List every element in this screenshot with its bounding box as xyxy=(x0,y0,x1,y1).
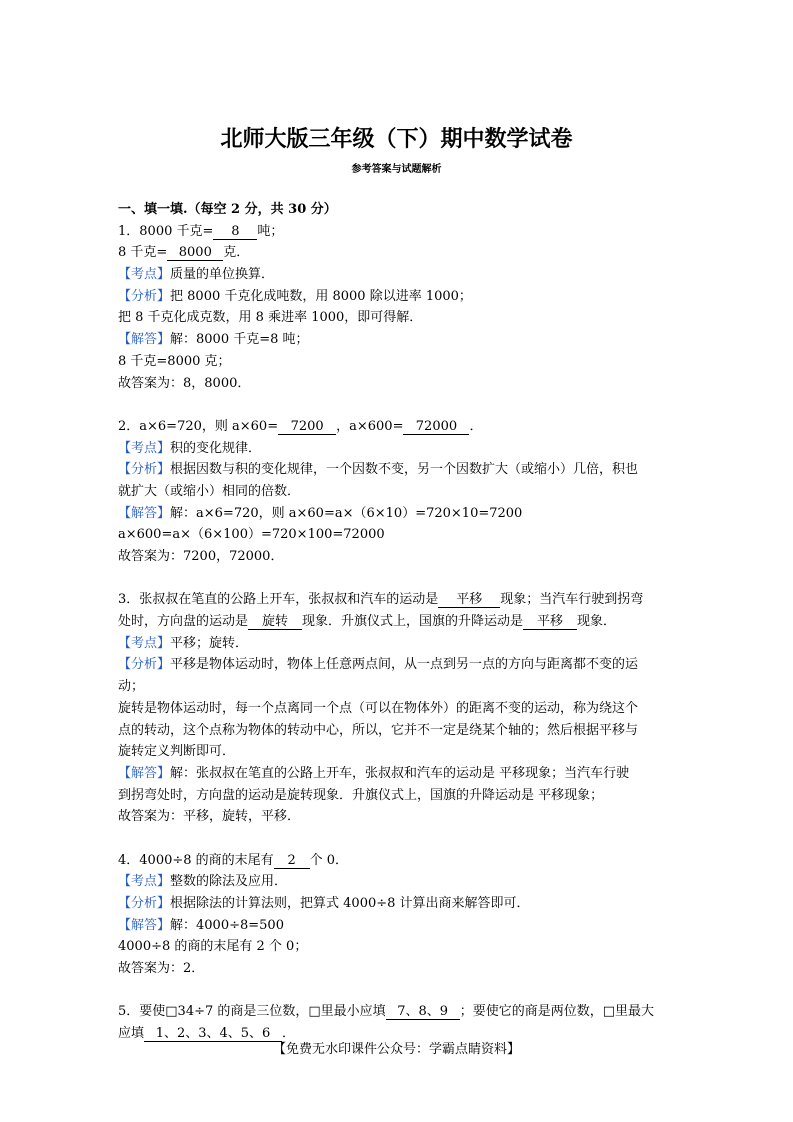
q3-answer-blank-2: 旋转 xyxy=(248,614,302,630)
q3-fenxi-line-2: 动； xyxy=(118,679,145,695)
document-body xyxy=(118,199,678,1045)
q2-answer-blank-1: 7200 xyxy=(278,419,336,435)
q2-final-answer: 故答案为：7200，72000． xyxy=(118,549,284,564)
q3-jieda xyxy=(118,763,678,785)
q1-stem-text: 8 千克= xyxy=(118,245,168,261)
q3-kaodian xyxy=(118,633,678,655)
q1-stem-text: 克． xyxy=(223,245,250,261)
q4-answer-blank-1: 2 xyxy=(274,853,310,869)
kaodian-tag: 【考点】 xyxy=(118,635,171,651)
q4-jieda xyxy=(118,915,678,937)
q2-stem-text: ． xyxy=(469,418,483,434)
q1-stem-text: 1．8000 千克= xyxy=(118,223,214,239)
q1-stem-line-2 xyxy=(118,242,678,264)
fenxi-tag: 【分析】 xyxy=(118,657,171,673)
q4-jieda-text: 解：4000÷8=500 xyxy=(170,917,284,933)
q1-fenxi xyxy=(118,286,678,308)
q4-kaodian-text: 整数的除法及应用． xyxy=(170,874,288,890)
q5-answer-blank-1: 7、8、9 xyxy=(386,1004,460,1020)
q3-fenxi-line-4: 点的转动，这个点称为物体的转动中心，所以，它并不一定是绕某个轴的；然后根据平移与 xyxy=(118,722,639,738)
q3-final-answer: 故答案为：平移，旋转，平移． xyxy=(118,809,301,825)
q1-fenxi-line-2: 把 8 千克化成克数，用 8 乘进率 1000，即可得解． xyxy=(118,310,423,326)
q1-stem-text: 吨； xyxy=(257,223,284,239)
q1-jieda-line-2: 8 千克=8000 克； xyxy=(118,353,231,369)
q4-kaodian xyxy=(118,871,678,893)
jieda-tag: 【解答】 xyxy=(118,505,171,521)
jieda-tag: 【解答】 xyxy=(118,765,171,781)
document-subtitle: 参考答案与试题解析 xyxy=(351,164,442,175)
q1-jieda-text: 解：8000 千克=8 吨； xyxy=(170,332,309,348)
q3-stem-line-1 xyxy=(118,589,678,611)
q3-stem-text: 处时，方向盘的运动是 xyxy=(118,614,249,630)
q3-answer-blank-3: 平移 xyxy=(523,614,577,630)
q3-answer-blank-1: 平移 xyxy=(438,592,500,608)
kaodian-tag: 【考点】 xyxy=(118,267,171,283)
q1-answer-blank-1: 8 xyxy=(213,224,257,240)
q5-stem-text: ． xyxy=(282,1026,296,1042)
q2-stem-text: 2．a×6=720，则 a×60= xyxy=(118,418,279,434)
q3-kaodian-text: 平移；旋转． xyxy=(170,635,249,651)
fenxi-tag: 【分析】 xyxy=(118,896,171,911)
q1-jieda xyxy=(118,329,678,351)
q4-stem-line-1 xyxy=(118,850,678,872)
spacer xyxy=(118,568,678,590)
q2-kaodian-text: 积的变化规律． xyxy=(170,440,262,456)
q3-fenxi-line-3: 旋转是物体运动时，每一个点离同一个点（可以在物体外）的距离不变的运动，称为绕这个 xyxy=(118,700,639,716)
q1-stem-line-1 xyxy=(118,221,678,243)
spacer xyxy=(118,394,678,416)
spacer xyxy=(118,828,678,850)
fenxi-tag: 【分析】 xyxy=(118,462,171,478)
jieda-tag: 【解答】 xyxy=(118,917,171,933)
spacer xyxy=(118,980,678,1002)
q2-stem-line-1 xyxy=(118,416,678,438)
q5-stem-text: 应填 xyxy=(118,1026,145,1042)
q2-answer-blank-2: 72000 xyxy=(403,419,469,435)
q2-jieda xyxy=(118,503,678,525)
q3-stem-text: 3．张叔叔在笔直的公路上开车，张叔叔和汽车的运动是 xyxy=(118,592,439,608)
q5-stem-text: 5．要使□34÷7 的商是三位数，□里最小应填 xyxy=(118,1004,386,1020)
q1-final-answer: 故答案为：8，8000． xyxy=(118,375,251,391)
q2-fenxi xyxy=(118,459,678,481)
q3-stem-text: 现象． xyxy=(577,614,617,630)
section-heading: 一、填一填.（每空 2 分，共 30 分） xyxy=(118,202,337,217)
q5-answer-blank-2: 1、2、3、4、5、6 xyxy=(144,1026,282,1042)
q3-jieda-text: 解：张叔叔在笔直的公路上开车，张叔叔和汽车的运动是 平移现象；当汽车行驶 xyxy=(170,765,630,781)
q4-fenxi-text: 根据除法的计算法则，把算式 4000÷8 计算出商来解答即可． xyxy=(170,896,530,911)
q1-answer-blank-2: 8000 xyxy=(167,245,223,261)
q2-jieda-text: 解：a×6=720，则 a×60=a×（6×10）=720×10=7200 xyxy=(170,505,523,521)
document-title: 北师大版三年级（下）期中数学试卷 xyxy=(220,126,573,152)
q3-jieda-line-2: 到拐弯处时，方向盘的运动是旋转现象．升旗仪式上，国旗的升降运动是 平移现象； xyxy=(118,787,604,803)
q3-fenxi xyxy=(118,654,678,676)
q4-final-answer: 故答案为：2． xyxy=(118,961,205,977)
q3-stem-text: 现象．升旗仪式上，国旗的升降运动是 xyxy=(302,614,524,630)
q2-jieda-line-2: a×600=a×（6×100）=720×100=72000 xyxy=(118,527,385,543)
q2-fenxi-line-2: 就扩大（或缩小）相同的倍数． xyxy=(118,483,301,499)
q3-stem-text: 现象；当汽车行驶到拐弯 xyxy=(500,592,644,608)
q5-stem-line-1 xyxy=(118,1001,678,1023)
q3-stem-line-2 xyxy=(118,611,678,633)
q4-stem-text: 个 0． xyxy=(309,852,349,868)
kaodian-tag: 【考点】 xyxy=(118,874,171,890)
q2-kaodian xyxy=(118,438,678,460)
jieda-tag: 【解答】 xyxy=(118,332,171,348)
q4-fenxi xyxy=(118,893,678,915)
fenxi-tag: 【分析】 xyxy=(118,288,171,304)
q3-fenxi-text: 平移是物体运动时，物体上任意两点间，从一点到另一点的方向与距离都不变的运 xyxy=(170,657,639,673)
q2-stem-text: ，a×600= xyxy=(336,418,404,434)
q1-kaodian-text: 质量的单位换算． xyxy=(170,267,275,283)
q1-fenxi-text: 把 8000 千克化成吨数，用 8000 除以进率 1000； xyxy=(170,288,472,304)
q4-stem-text: 4．4000÷8 的商的末尾有 xyxy=(118,852,274,868)
q4-jieda-line-2: 4000÷8 的商的末尾有 2 个 0； xyxy=(118,939,308,955)
q1-kaodian xyxy=(118,264,678,286)
kaodian-tag: 【考点】 xyxy=(118,440,171,456)
page-footer: 【免费无水印课件公众号：学霸点睛资料】 xyxy=(272,1042,520,1057)
q5-stem-text: ；要使它的商是两位数，□里最大 xyxy=(459,1004,654,1020)
q3-fenxi-line-5: 旋转定义判断即可． xyxy=(118,744,236,760)
q2-fenxi-text: 根据因数与积的变化规律，一个因数不变，另一个因数扩大（或缩小）几倍，积也 xyxy=(170,462,639,478)
